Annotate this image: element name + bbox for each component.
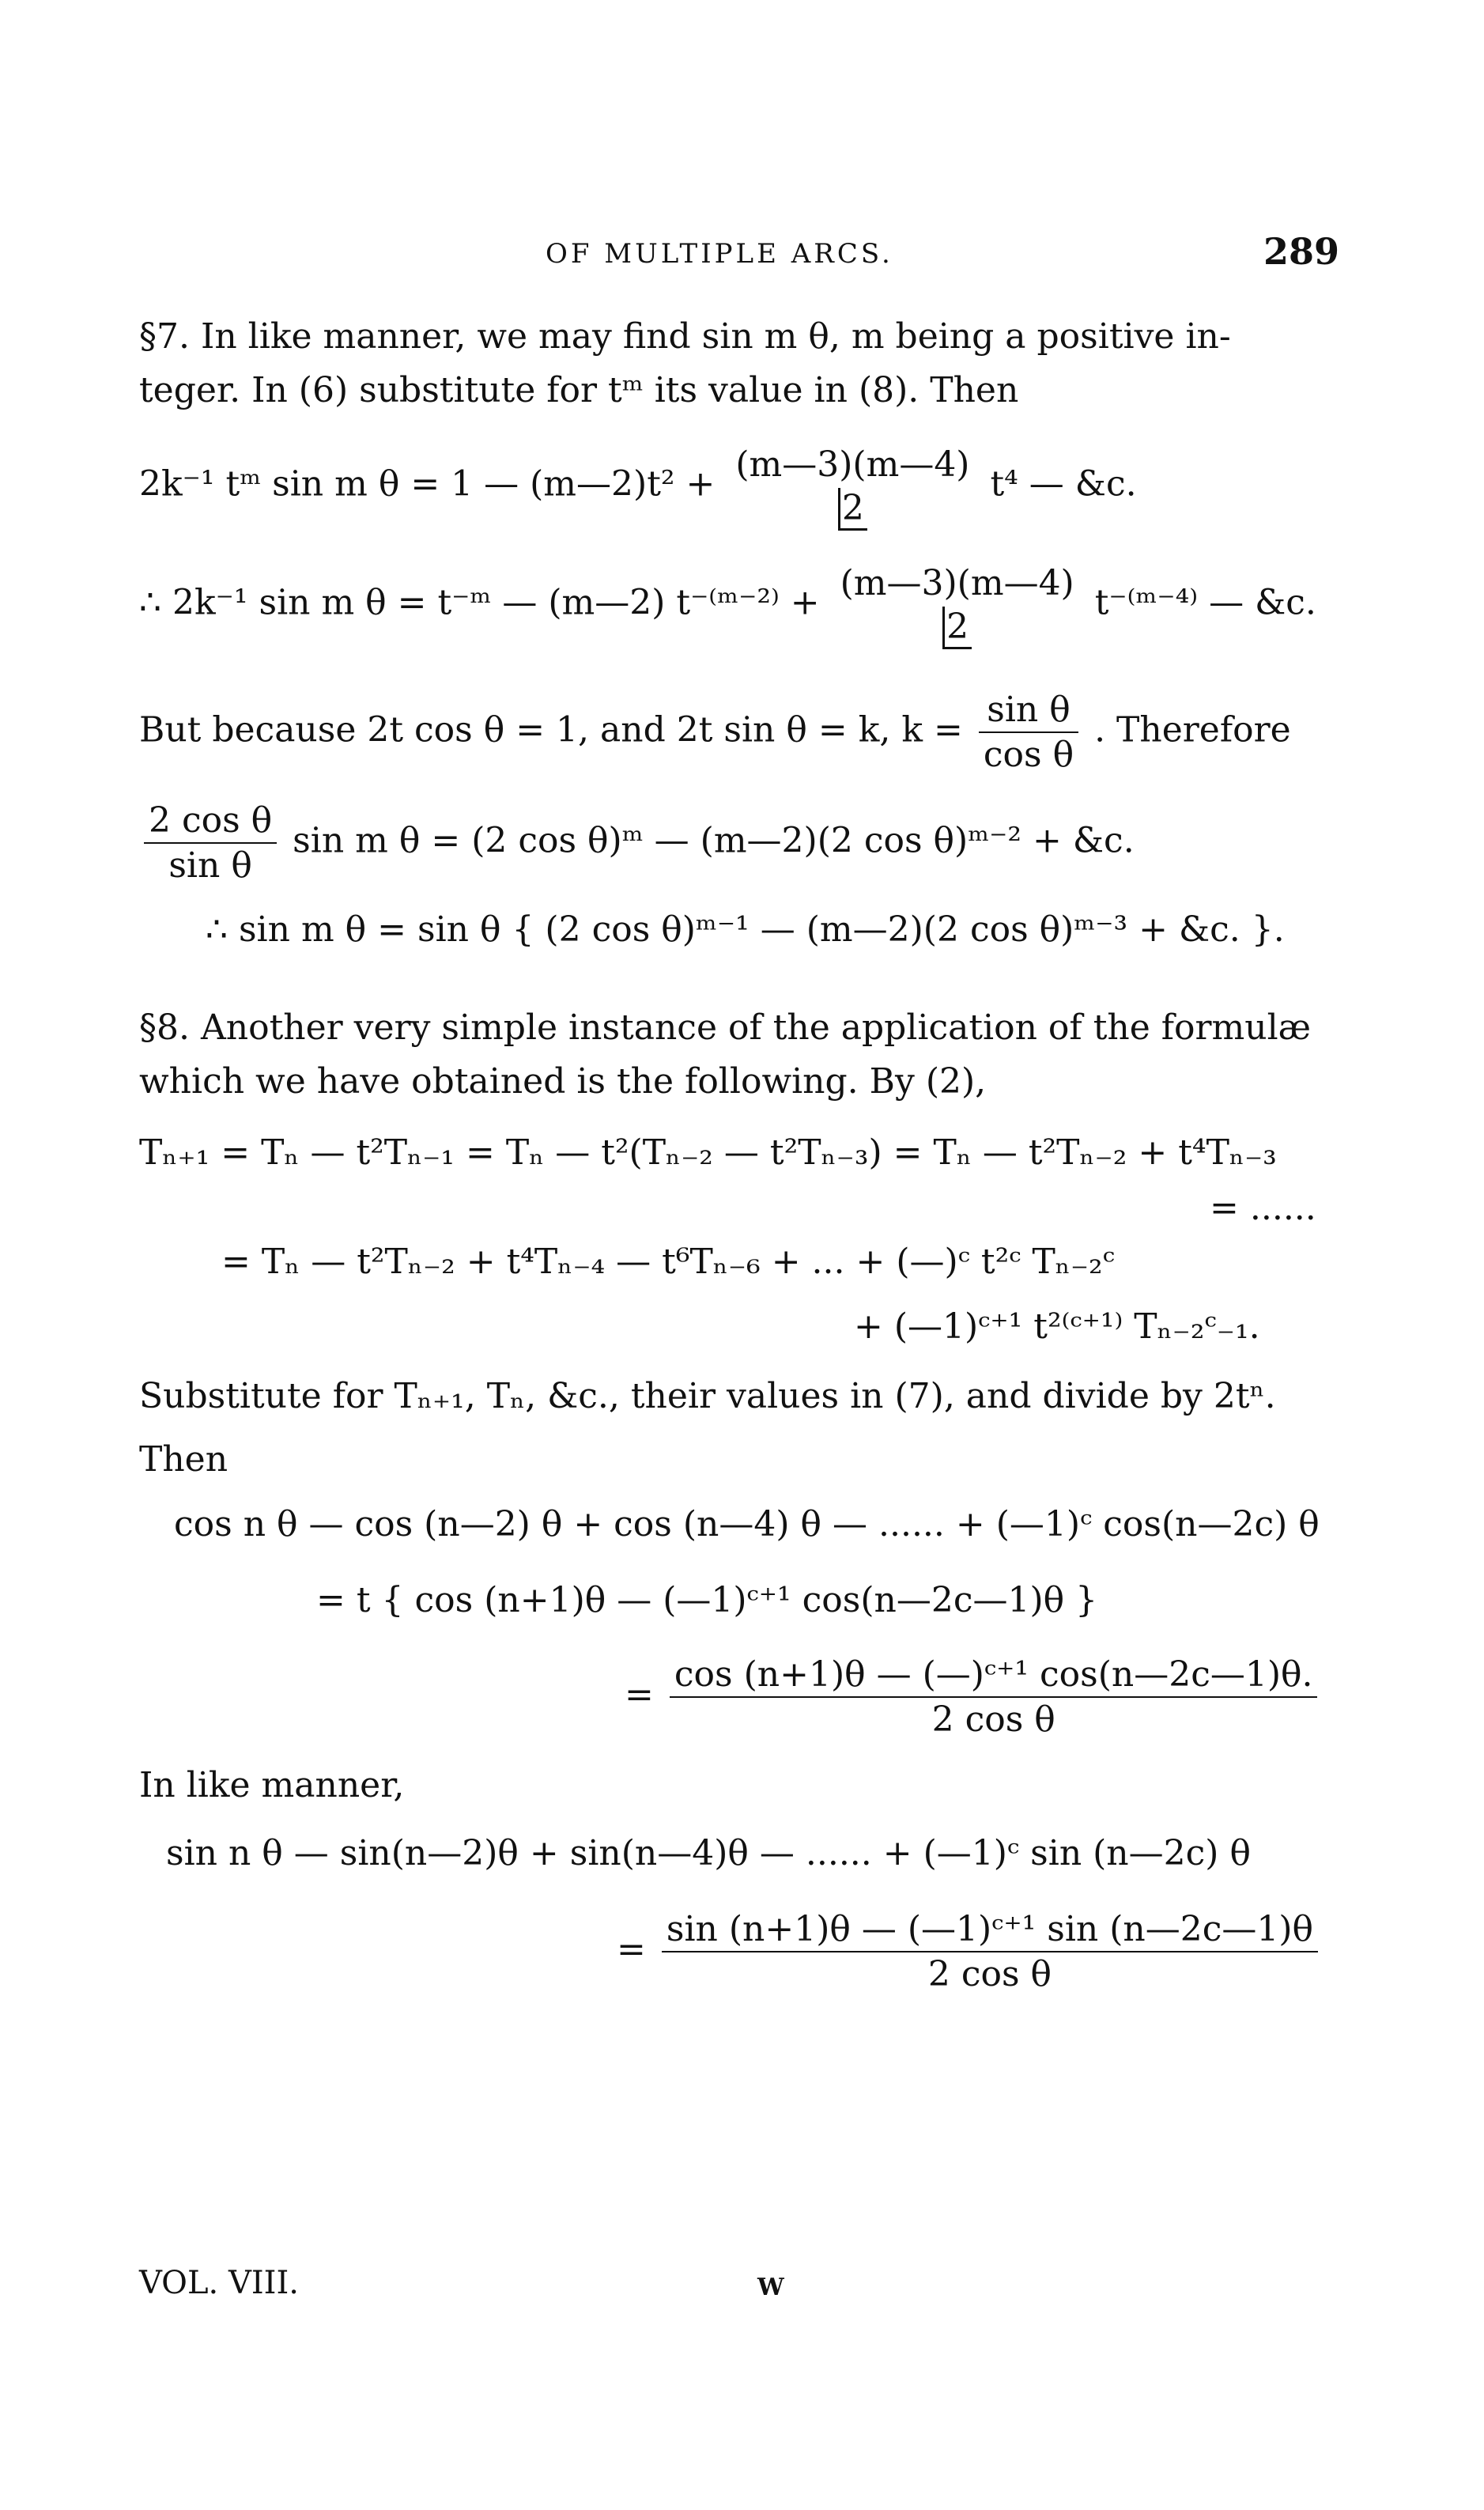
eq2-fraction-numerator: (m—3)(m—4) xyxy=(840,563,1074,603)
in-like-manner: In like manner, xyxy=(139,1765,405,1805)
sec7-line1: §7. In like manner, we may find sin m θ, m being a positive in- xyxy=(139,316,1231,357)
eq3-fraction xyxy=(144,799,277,887)
sec7-equation-1 xyxy=(139,443,1137,530)
cos3-fraction xyxy=(670,1653,1318,1741)
eq3-right: sin m θ = (2 cos θ)ᵐ — (m—2)(2 cos θ)ᵐ⁻² + &c. xyxy=(293,820,1135,861)
k-fraction-denominator: cos θ xyxy=(979,731,1078,777)
sin2-fraction xyxy=(662,1907,1318,1996)
sec7-equation-3 xyxy=(139,799,1135,887)
eq1-fraction xyxy=(731,443,974,530)
cos-series-line-2: = t { cos (n+1)θ — (—1)ᶜ⁺¹ cos(n—2c—1)θ } xyxy=(316,1580,1098,1620)
sin-series-line-2 xyxy=(617,1907,1323,1996)
eq2-fraction-denominator: 2 xyxy=(942,607,972,649)
cos-series-line-1: cos n θ — cos (n—2) θ + cos (n—4) θ — ...... + (—1)ᶜ cos(n—2c) θ xyxy=(174,1504,1320,1544)
running-head: OF MULTIPLE ARCS. xyxy=(546,238,893,270)
eq3-fraction-numerator: 2 cos θ xyxy=(149,800,273,841)
eq1-left: 2k⁻¹ tᵐ sin m θ = 1 — (m—2)t² + xyxy=(139,463,716,505)
eq2-right: t⁻⁽ᵐ⁻⁴⁾ — &c. xyxy=(1094,582,1316,623)
sec8-equation-1-continued: = ...... xyxy=(1210,1188,1316,1228)
k-fraction-numerator: sin θ xyxy=(987,690,1071,730)
sec7-but-line xyxy=(139,688,1291,777)
eq1-fraction-denominator: 2 xyxy=(838,488,867,531)
eq3-fraction-denominator: sin θ xyxy=(144,842,277,887)
sin2-equals: = xyxy=(617,1929,646,1970)
but-text: But because 2t cos θ = 1, and 2t sin θ = k, k = xyxy=(139,709,963,750)
sin2-fraction-denominator: 2 cos θ xyxy=(662,1951,1318,1996)
sec8-line2: which we have obtained is the following. By (2), xyxy=(139,1061,987,1102)
sec8-then: Then xyxy=(139,1439,228,1480)
eq1-right: t⁴ — &c. xyxy=(990,463,1137,505)
k-fraction xyxy=(979,688,1078,777)
sec8-line1: §8. Another very simple instance of the application of the formulæ xyxy=(139,1007,1312,1048)
eq1-fraction-numerator: (m—3)(m—4) xyxy=(735,444,970,485)
sec7-line2: teger. In (6) substitute for tᵐ its value in (8). Then xyxy=(139,370,1019,410)
volume-label: VOL. VIII. xyxy=(139,2265,299,2301)
sec8-equation-2: = Tₙ — t²Tₙ₋₂ + t⁴Tₙ₋₄ — t⁶Tₙ₋₆ + ... + (—)ᶜ t²ᶜ Tₙ₋₂ᶜ xyxy=(221,1242,1115,1282)
sec8-substitute-line: Substitute for Tₙ₊₁, Tₙ, &c., their values in (7), and divide by 2tⁿ. xyxy=(139,1376,1276,1416)
cos3-fraction-denominator: 2 cos θ xyxy=(670,1696,1318,1741)
sin-series-line-1: sin n θ — sin(n—2)θ + sin(n—4)θ — ...... + (—1)ᶜ sin (n—2c) θ xyxy=(166,1833,1251,1873)
sec7-equation-4: ∴ sin m θ = sin θ { (2 cos θ)ᵐ⁻¹ — (m—2)(2 cos θ)ᵐ⁻³ + &c. }. xyxy=(206,909,1285,950)
eq2-left: ∴ 2k⁻¹ sin m θ = t⁻ᵐ — (m—2) t⁻⁽ᵐ⁻²⁾ + xyxy=(139,582,820,623)
but-after: . Therefore xyxy=(1094,709,1291,750)
sec8-equation-3: + (—1)ᶜ⁺¹ t²⁽ᶜ⁺¹⁾ Tₙ₋₂ᶜ₋₁. xyxy=(854,1306,1260,1347)
cos-series-line-3 xyxy=(625,1653,1322,1741)
signature-mark: W xyxy=(757,2274,784,2301)
sin2-fraction-numerator: sin (n+1)θ — (—1)ᶜ⁺¹ sin (n—2c—1)θ xyxy=(666,1909,1314,1949)
cos3-equals: = xyxy=(625,1674,654,1715)
sec8-equation-1: Tₙ₊₁ = Tₙ — t²Tₙ₋₁ = Tₙ — t²(Tₙ₋₂ — t²Tₙ₋₃) = Tₙ — t²Tₙ₋₂ + t⁴Tₙ₋₃ xyxy=(139,1132,1277,1173)
cos3-fraction-numerator: cos (n+1)θ — (—)ᶜ⁺¹ cos(n—2c—1)θ. xyxy=(674,1654,1313,1695)
sec7-equation-2 xyxy=(139,561,1316,648)
page-number: 289 xyxy=(1263,230,1340,273)
eq2-fraction xyxy=(836,561,1079,648)
